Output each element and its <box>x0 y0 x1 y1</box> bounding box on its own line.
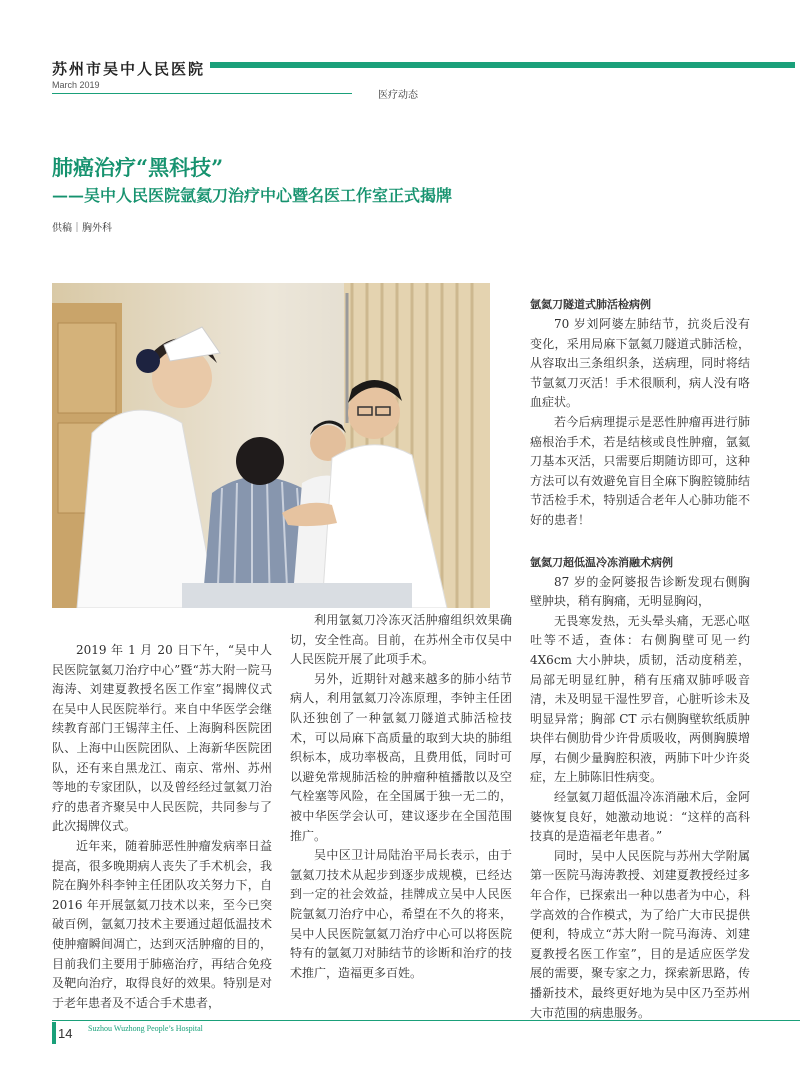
body-column-middle <box>290 611 512 983</box>
section-label: 医疗动态 <box>378 90 418 101</box>
article-byline: 供稿｜胸外科 <box>52 223 112 234</box>
paragraph: 经氩氦刀超低温冷冻消融术后，金阿婆恢复良好，她激动地说：“这样的高科技真的是造福老年患者。” <box>530 790 750 844</box>
paragraph: 另外，近期针对越来越多的肺小结节病人，利用氩氦刀冷冻原理，李钟主任团队还独创了一种氩氦刀隧道式肺活检技术，可以局麻下高质量的取到大块的肺组织标本，成功率极高，且费用低，同时可以避免常规肺活检的肿瘤种植播散以及空气栓塞等风险，在全国属于独一无二的，被中华医学会认可，建议逐步在全国范围推广。 <box>290 671 512 843</box>
paragraph: 吴中区卫计局陆治平局长表示，由于氩氦刀技术从起步到逐步成规模，已经达到一定的社会效益，挂牌成立吴中人民医院氩氦刀治疗中心，希望在不久的将来，吴中人民医院氩氦刀治疗中心可以将医院特有的氩氦刀对肺结节的诊断和治疗的技术推广，造福更多百姓。 <box>290 848 512 980</box>
paragraph: 2019 年 1 月 20 日下午，“吴中人民医院氩氦刀治疗中心”暨“苏大附一院马海涛、刘建夏教授名医工作室”揭牌仪式在吴中人民医院举行。来自中华医学会继续教育部门王锡萍主任、上海胸科医院团队、上海中山医院团队、上海新华医院团队，还有来自黑龙江、南京、常州、苏州等地的专家团队，以及曾经经过氩氦刀治疗的患者齐聚吴中人民医院，共同参与了此次揭牌仪式。 <box>52 643 272 834</box>
paragraph: 若今后病理提示是恶性肿瘤再进行肺癌根治手术，若是结核或良性肿瘤，氩氦刀基本灭活，只需要后期随访即可，这种方法可以有效避免盲目全麻下胸腔镜肺结节活检手术，特别适合老年人心肺功能不好的患者！ <box>530 414 750 527</box>
page-number: 14 <box>58 1026 73 1041</box>
footer-publication: Suzhou Wuzhong People’s Hospital <box>88 1024 203 1033</box>
footer-accent <box>52 1022 56 1044</box>
hospital-title: 苏州市吴中人民医院 <box>52 60 206 78</box>
case2-heading: 氩氦刀超低温冷冻消融术病例 <box>530 555 673 569</box>
paragraph: 无畏寒发热，无头晕头痛，无恶心呕吐等不适，查体：右侧胸壁可见一约 4X6cm 大小肿块，质韧，活动度稍差，局部无明显红肿，稍有压痛双肺呼吸音清，未及明显干湿性罗音，心脏听诊未及明显异常；胸部 CT 示右侧胸壁软纸质肿块伴右侧肋骨少许骨质吸收，两侧胸膜增厚，右侧少量胸腔积液，两肺下叶少许炎症，左上肺陈旧性病变。 <box>530 613 750 785</box>
issue-month: March 2019 <box>52 80 100 90</box>
paragraph: 87 岁的金阿婆报告诊断发现右侧胸壁肿块，稍有胸痛，无明显胸闷， <box>530 574 750 609</box>
photo-illustration <box>52 283 490 608</box>
paragraph: 同时，吴中人民医院与苏州大学附属第一医院马海涛教授、刘建夏教授经过多年合作，已探索出一种以患者为中心，科学高效的合作模式，为了给广大市民提供便利，特成立“苏大附一院马海涛、刘建夏教授名医工作室”，目的是适应医学发展的需要，聚专家之力，探索新思路，传播新技术，最终更好地为吴中区乃至苏州大市范围的病患服务。 <box>530 848 750 1020</box>
header-divider <box>52 93 352 94</box>
footer-divider <box>52 1020 800 1021</box>
article-subtitle: ——吴中人民医院氩氦刀治疗中心暨名医工作室正式揭牌 <box>52 186 453 205</box>
body-column-right <box>530 295 750 1023</box>
article-title: 肺癌治疗“黑科技” <box>52 155 224 180</box>
paragraph: 利用氩氦刀冷冻灭活肿瘤组织效果确切，安全性高。目前，在苏州全市仅吴中人民医院开展了此项手术。 <box>290 613 512 667</box>
body-column-left <box>52 641 272 1013</box>
paragraph: 近年来，随着肺恶性肿瘤发病率日益提高，很多晚期病人丧失了手术机会，我院在胸外科李钟主任团队攻关努力下，自 2016 年开展氩氦刀技术以来，至今已突破百例，氩氦刀技术主要通过超低温技术使肿瘤瞬间凋亡，达到灭活肿瘤的目的，目前我们主要用于肺癌治疗，再结合免疫及靶向治疗，取得良好的效果。特别是对于老年患者及不适合手术患者， <box>52 838 272 1010</box>
photo-doctors-patient <box>52 283 490 608</box>
header-accent-bar <box>210 62 795 68</box>
case1-heading: 氩氦刀隧道式肺活检病例 <box>530 298 651 311</box>
paragraph: 70 岁刘阿婆左肺结节，抗炎后没有变化，采用局麻下氩氦刀隧道式肺活检，从容取出三条组织条，送病理，同时将结节氩氦刀灭活！手术很顺利，病人没有咯血症状。 <box>530 317 750 410</box>
